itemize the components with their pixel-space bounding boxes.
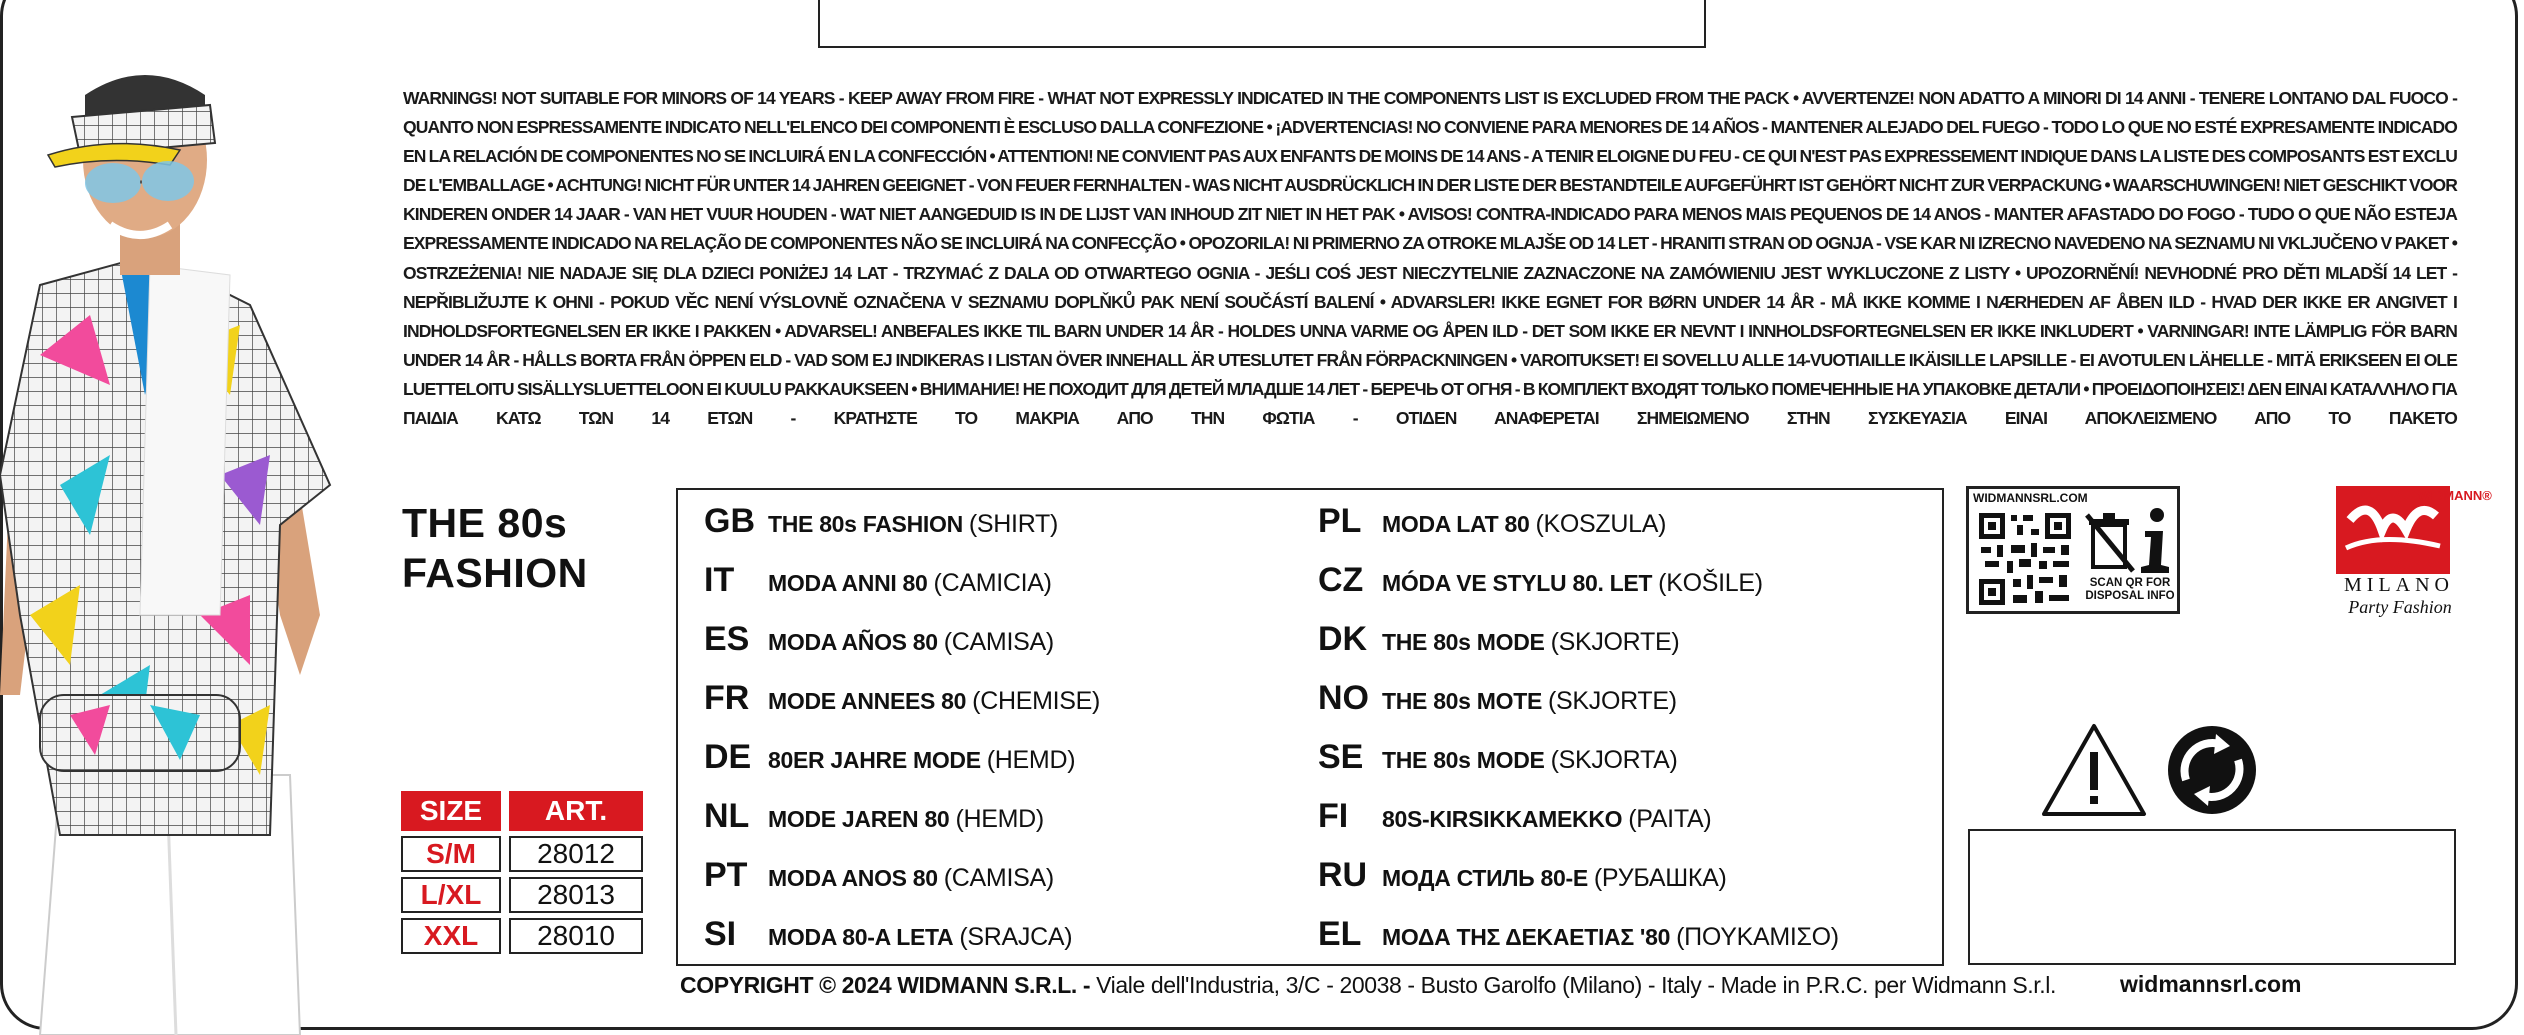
lang-code: ES [704,620,750,658]
brand-logo-text: WIDMANN® [2418,488,2492,503]
lang-entry-pt [704,856,1054,895]
lang-name: THE 80s MODE [1382,629,1545,655]
model-photo [0,55,400,1035]
lang-name: MODA LAT 80 [1382,511,1530,537]
warnings-text: WARNINGS! NOT SUITABLE FOR MINORS OF 14 YEARS - KEEP AWAY FROM FIRE - WHAT NOT EXPRESSLY INDICATED IN THE COMPONENTS LIST IS EXCLUDED FROM THE PACK • AVVERTENZE! NON ADATTO A MINORI DI 14 ANNI - TENERE LONTANO DAL FUOCO - QUANTO NON ESPRESSAMENTE INDICATO NELL'ELENCO DEI COMPONENTI È ESCLUSO DALLA CONFEZIONE • ¡ADVERTENCIAS! NO CONVIENE PARA MENORES DE 14 AÑOS - MANTENER ALEJADO DEL FUEGO - TODO LO QUE NO ESTÉ EXPRESAMENTE INDICADO EN LA RELACIÓN DE COMPONENTES NO SE INCLUIRÁ EN LA CONFECCIÓN • ATTENTION! NE CONVIENT PAS AUX ENFANTS DE MOINS DE 14 ANS - A TENIR ELOIGNE DU FEU - CE QUI N'EST PAS EXPRESSEMENT INDIQUE DANS LA LISTE DES COMPOSANTS EST EXCLU DE L'EMBALLAGE • ACHTUNG! NICHT FÜR UNTER 14 JAHREN GEEIGNET - VON FEUER FERNHALTEN - WAS NICHT AUSDRÜCKLICH IN DER LISTE DER BESTANDTEILE AUFGEFÜHRT IST GEHÖRT NICHT ZUR VERPACKUNG • WAARSCHUWINGEN! NIET GESCHIKT VOOR KINDEREN ONDER 14 JAAR - VAN HET VUUR HOUDEN - WAT NIET AANGEDUID IS IN DE LIJST VAN INHOUD ZIT NIET IN HET PAK • AVISOS! CONTRA-INDICADO PARA MENOS MAIS PEQUENOS DE 14 ANOS - MANTER AFASTADO DO FOGO - TUDO O QUE NÃO ESTEJA EXPRESSAMENTE INDICADO NA RELAÇÃO DE COMPONENTES NÃO SE INCLUIRÁ NA CONFECÇÃO • OPOZORILA! NI PRIMERNO ZA OTROKE MLAJŠE OD 14 LET - HRANITI STRAN OD OGNJA - VSE KAR NI IZRECNO NAVEDENO NA SEZNAMU NI VKLJUČENO V PAKET • OSTRZEŻENIA! NIE NADAJE SIĘ DLA DZIECI PONIŻEJ 14 LAT - TRZYMAĆ Z DALA OD OTWARTEGO OGNIA - JEŚLI COŚ JEST NIECZYTELNIE ZAZNACZONE NA ZAMÓWIENIU JEST WYKLUCZONE Z LISTY • UPOZORNĚNÍ! NEVHODNÉ PRO DĚTI MLADŠÍ 14 LET - NEPŘIBLIŽUJTE K OHNI - POKUD VĚC NENÍ VÝSLOVNĚ OZNAČENA V SEZNAMU DOPLŇKŮ PAK NENÍ SOUČÁSTÍ BALENÍ • ADVARSLER! IKKE EGNET FOR BØRN UNDER 14 ÅR - MÅ IKKE KOMME I NÆRHEDEN AF ÅBEN ILD - HVAD DER IKKE ER ANGIVET I INDHOLDSFORTEGNELSEN ER IKKE I PAKKEN • ADVARSEL! ANBEFALES IKKE TIL BARN UNDER 14 ÅR - HOLDES UNNA VARME OG ÅPEN ILD - DET SOM IKKE ER NEVNT I INNHOLDSFORTEGNELSEN ER IKKE INKLUDERT • VARNINGAR! INTE LÄMPLIG FÖR BARN UNDER 14 ÅR - HÅLLS BORTA FRÅN ÖPPEN ELD - VAD SOM EJ INDIKERAS I LISTAN ÖVER INNEHALL ÄR UTESLUTET FRÅN FÖRPACKNINGEN • VAROITUKSET! EI SOVELLU ALLE 14-VUOTIAILLE IKÄISILLE LAPSILLE - EI AVOTULEN LÄHELLE - MITÄ ERIKSEEN EI OLE LUETTELOITU SISÄLLYSLUETTELOON EI KUULU PAKKAUKSEEN • ВНИМАНИЕ! НЕ ПОХОДИТ ДЛЯ ДЕТЕЙ МЛАДШЕ 14 ЛЕТ - БЕРЕЧЬ ОТ ОГНЯ - В КОМПЛЕКТ ВХОДЯТ ТОЛЬКО ПОМЕЧЕННЫЕ НА УПАКОВКЕ ДЕТАЛИ • ΠΡΟΕΙΔΟΠΟΙΗΣΕΙΣ! ΔΕΝ ΕΙΝΑΙ ΚΑΤΑΛΛΗΛΟ ΓΙΑ ΠΑΙΔΙΑ ΚΑΤΩ ΤΩΝ 14 ΕΤΩΝ - ΚΡΑΤΗΣΤΕ ΤΟ ΜΑΚΡΙΑ ΑΠΟ ΤΗΝ ΦΩΤΙΑ - ΟΤΙΔΕΝ ΑΝΑΦΕΡΕΤΑΙ ΣΗΜΕΙΩΜΕΝΟ ΣΤΗΝ ΣΥΣΚΕΥΑΣΙΑ ΕΙΝΑΙ ΑΠΟΚΛΕΙΣΜΕΝΟ ΑΠΟ ΤΟ ΠΑΚΕΤΟ [403,88,2457,429]
lang-item: (SKJORTE) [1548,687,1677,715]
lang-entry-se [1318,738,1678,777]
lang-name: MODE ANNEES 80 [768,688,967,714]
lang-entry-ru [1318,856,1727,895]
lang-entry-de [704,738,1075,777]
lang-code: IT [704,561,735,599]
lang-entry-fi [1318,797,1711,836]
lang-code: SE [1318,738,1364,776]
lang-code: FR [704,679,750,717]
table-row [401,918,643,954]
product-title-line1: THE 80s [402,500,568,546]
lang-item: (PAITA) [1628,805,1712,833]
lang-code: RU [1318,856,1368,894]
lang-item: (HEMD) [955,805,1044,833]
lang-entry-el [1318,915,1839,954]
lang-code: PL [1318,502,1362,540]
disposal-qr-panel[interactable] [1966,486,2180,614]
lang-item: (KOŠILE) [1658,569,1763,597]
lang-name: MODA AÑOS 80 [768,629,938,655]
batch-info-box [1968,829,2456,965]
size-cell: XXL [401,918,501,954]
language-box [676,488,1944,966]
lang-item: (РУБАШКА) [1593,864,1727,892]
lang-item: (SKJORTE) [1550,628,1680,656]
lang-item: (SRAJCA) [959,923,1073,951]
lang-name: ΜΟΔΑ ΤΗΣ ΔΕΚΑΕΤΙΑΣ '80 [1382,924,1671,950]
lang-name: MODE JAREN 80 [768,806,950,832]
product-title-line2: FASHION [402,550,588,596]
lang-item: (HEMD) [986,746,1076,774]
lang-item: (ΠΟΥΚΑΜΙΣΟ) [1676,923,1839,951]
qr-code-icon [1977,511,2073,607]
table-row [401,877,643,913]
lang-entry-it [704,561,1052,600]
address-text: Viale dell'Industria, 3/C - 20038 - Busto Garolfo (Milano) - Italy - Made in P.R.C. per Widmann S.r.l. [1090,972,2056,998]
lang-code: EL [1318,915,1362,953]
lang-code: DK [1318,620,1368,658]
size-header: SIZE [401,791,501,831]
qr-scan-label: SCAN QR FOR DISPOSAL INFO [2085,577,2175,602]
size-cell: L/XL [401,877,501,913]
lang-item: (CAMISA) [943,864,1054,892]
lang-name: THE 80s MOTE [1382,688,1542,714]
size-cell: S/M [401,836,501,872]
lang-entry-si [704,915,1072,954]
lang-code: SI [704,915,737,953]
lang-entry-fr [704,679,1100,718]
lang-entry-nl [704,797,1044,836]
lang-code: PT [704,856,748,894]
lang-code: NO [1318,679,1369,717]
art-cell: 28012 [509,836,643,872]
lang-name: МОДА СТИЛЬ 80-Е [1382,865,1588,891]
lang-entry-pl [1318,502,1666,541]
lang-name: 80S-KIRSIKKAMEKKO [1382,806,1623,832]
size-table [393,786,651,959]
lang-name: MODA ANOS 80 [768,865,938,891]
disposal-bin-icon [2083,509,2137,575]
lang-entry-gb [704,502,1058,541]
qr-site-label: WIDMANNSRL.COM [1973,491,2088,505]
art-cell: 28010 [509,918,643,954]
lang-entry-dk [1318,620,1679,659]
lang-name: 80ER JAHRE MODE [768,747,981,773]
lang-item: (CAMICIA) [933,569,1052,597]
product-title [402,498,652,598]
info-icon [2135,507,2175,577]
lang-entry-cz [1318,561,1763,600]
footer-copyright [680,972,2056,999]
copyright-text: COPYRIGHT © 2024 WIDMANN S.R.L. - [680,972,1091,998]
lang-name: THE 80s MODE [1382,747,1545,773]
art-cell: 28013 [509,877,643,913]
website-link[interactable]: widmannsrl.com [2120,971,2302,997]
lang-entry-es [704,620,1054,659]
lang-name: MÓDA VE STYLU 80. LET [1382,570,1653,596]
lang-item: (SHIRT) [968,510,1058,538]
lang-code: NL [704,797,750,835]
lang-code: DE [704,738,752,776]
lang-item: (CHEMISE) [972,687,1101,715]
lang-name: THE 80s FASHION [768,511,963,537]
lang-entry-no [1318,679,1677,718]
warning-triangle-icon [2040,722,2148,818]
brand-tagline: Party Fashion [2348,597,2452,617]
lang-code: FI [1318,797,1349,835]
lang-code: GB [704,502,755,540]
lang-item: (SKJORTA) [1550,746,1678,774]
art-header: ART. [509,791,643,831]
green-dot-recycle-icon [2164,722,2260,818]
lang-name: MODA 80-A LETA [768,924,954,950]
lang-name: MODA ANNI 80 [768,570,928,596]
top-label-box [818,0,1706,48]
brand-city: MILANO [2344,574,2454,596]
lang-code: CZ [1318,561,1364,599]
lang-item: (KOSZULA) [1535,510,1667,538]
table-row [401,836,643,872]
lang-item: (CAMISA) [943,628,1054,656]
